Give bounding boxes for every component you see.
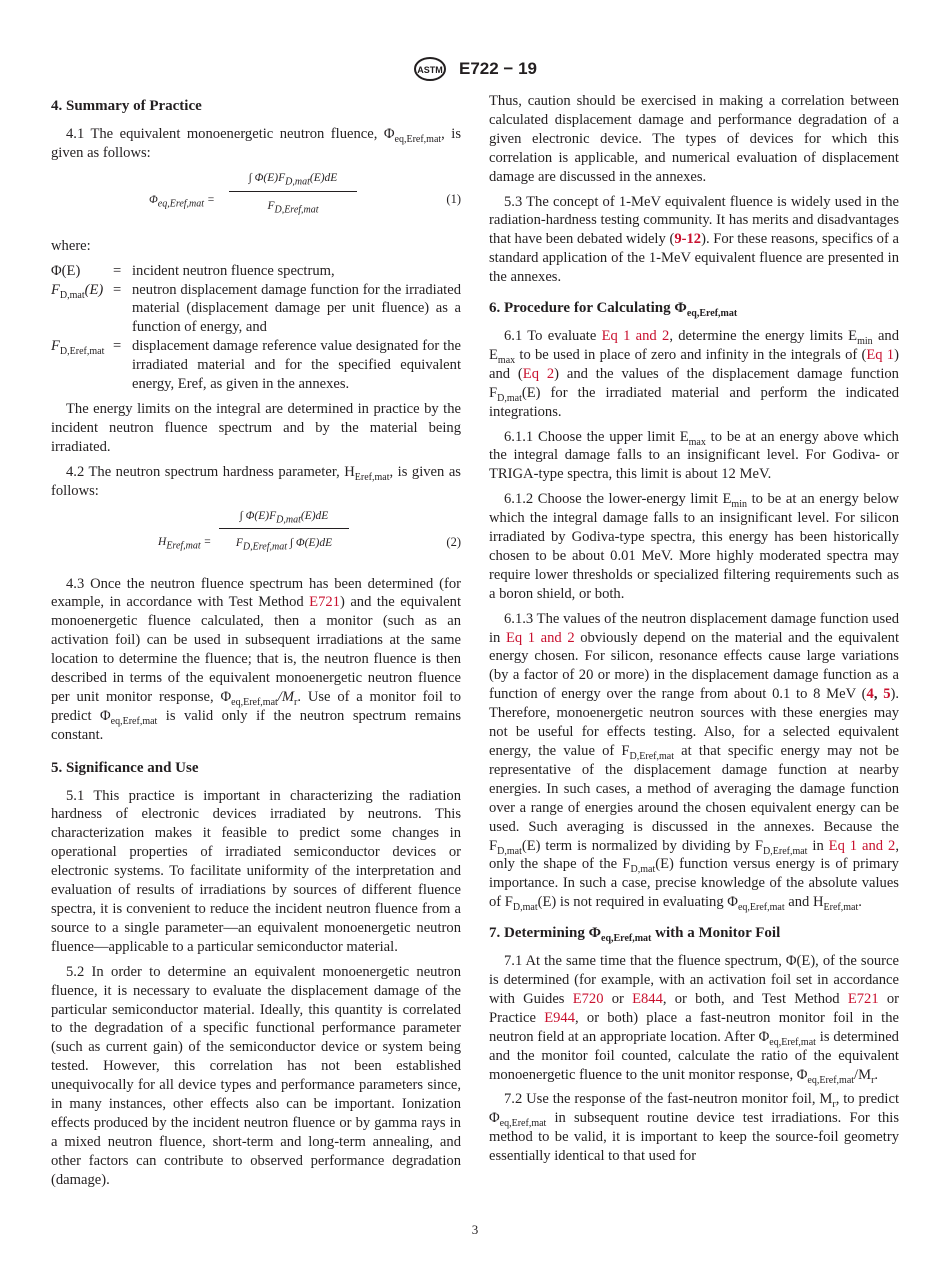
paragraph-5-2: 5.2 In order to determine an equivalent monoenergetic neutron fluence, it is necessary to evaluate the displacement damage of the particular semiconductor material. Ideally, this quantity is correlated to the degradation of a specific functional performance parameter (such as current gain) of the semiconductor device or system being tested. However, this correlation has not been established unequivocally for all device types and performance parameters since, in many instances, other effects also can be important. Ionization effects produced by the incident neutron fluence or by gamma rays in a mixed neutron fluence, short-term and long-term annealing, and other factors can contribute to observed performance degradation (damage). [51,963,461,1188]
paragraph-6-1: 6.1 To evaluate Eq 1 and 2, determine the energy limits $E_{min}$ and $E_{max}$ to be used in place of zero and infinity in the integrals of (Eq 1) and (Eq 2) and the values of the displacement damage function $F_{D,mat}(E)$ for the irradiated material and perform the indicated integrations. [489,327,900,420]
link-eq-1-and-2[interactable]: Eq 1 and 2 [828,837,896,854]
equation-number: (2) [446,534,461,549]
section-4-heading: 4. Summary of Practice [51,98,202,114]
section-6-heading: 6. Procedure for Calculating $\Phi_{eq,Eref,mat}$ [489,300,738,320]
right-column [489,92,899,1172]
left-column [51,92,461,1196]
page-header [0,56,950,86]
link-eq-1-and-2[interactable]: Eq 1 and 2 [601,327,670,344]
paragraph-4-1: 4.1 The equivalent monoenergetic neutron fluence, $\Phi_{eq,Eref,mat}$, is given as follows: [51,125,461,161]
paragraph-5-2-continued: Thus, caution should be exercised in making a correlation between calculated displacement damage and performance degradation of a given electronic device. The types of devices for which this correlation is applicable, and numerical evaluation of displacement damage are discussed in the annexes. [489,93,899,185]
equation-number: (1) [446,191,461,206]
reference-link[interactable]: 5 [883,686,891,703]
definition-item: $F_{D,mat}(E)$ = neutron displacement damage function for the irradiated material (displacement damage per unit fluence) as a function of energy, and [51,281,461,336]
definition-item: $F_{D,Eref,mat}$ = displacement damage reference value designated for the irradiated material and for the specified equivalent energy, Eref, as given in the annexes. [51,338,461,393]
link-e721[interactable]: E721 [309,594,340,611]
section-5-heading: 5. Significance and Use [51,759,199,776]
link-e720[interactable]: E720 [572,990,604,1007]
equation-2: $H_{Eref,mat}$ = ∫ $\Phi(E)F_{D,mat}(E)dE$ $F_{D,Eref,mat}$ ∫ Φ(E)dE (2) [51,507,461,565]
equation-1: $\Phi_{eq,Eref,mat}$ = ∫ $\Phi(E)F_{D,mat}(E)dE$ $F_{D,Eref,mat}$ (1) [51,169,461,227]
energy-limits-paragraph: The energy limits on the integral are determined in practice by the incident neutron fluence spectrum and by the material being irradiated. [51,400,461,455]
paragraph-7-1: 7.1 At the same time that the fluence spectrum, Φ(E), of the source is determined (for example, with an activation foil set in accordance with Guides E720 or E844, or both, and Test Method E721 or Practice E944, or both) place a fast-neutron monitor foil in the neutron field at an appropriate location. After $\Phi_{eq,Eref,mat}$ is determined and the monitor foil counted, calculate the ratio of the equivalent monoenergetic fluence to the unit monitor response, $\Phi_{eq,Eref,mat}/M_r$. [489,953,899,1086]
definitions-list [51,262,461,394]
document-id: E722 − 19 [459,59,537,78]
paragraph-6-1-3: 6.1.3 The values of the neutron displacement damage function used in Eq 1 and 2 obviously depend on the material and the equivalent energy chosen. For silicon, resonance effects cause large variations (by a factor of 20 or more) in the displacement damage function as a function of energy over the range from about 0.1 to 8 MeV (4, 5). Therefore, monoenergetic neutron sources with these energies may not be useful for effects testing. Also, for a selected equivalent energy, the value of $F_{D,Eref,mat}$ at that specific energy may not be representative of the displacement damage function at nearby energies. In such cases, a method of averaging the damage function over a range of energies around the chosen equivalent energy can be used. Such averaging is discussed in the annexes. Because the $F_{D,mat}(E)$ term is normalized by dividing by $F_{D,Eref,mat}$ in Eq 1 and 2, only the shape of the $F_{D,mat}(E)$ function versus energy is of primary importance. In such a case, precise knowledge of the absolute values of $F_{D,mat}(E)$ is not required in evaluating $\Phi_{eq,Eref,mat}$ and $H_{Eref,mat}$. [489,610,900,914]
svg-text:ASTM: ASTM [417,65,443,75]
paragraph-7-2: 7.2 Use the response of the fast-neutron monitor foil, $M_r$, to predict $\Phi_{eq,Eref,mat}$ in subsequent routine device test irradiations. For this method to be valid, it is important to keep the source-foil geometry essentially identical to that used for [489,1091,899,1165]
paragraph-4-2: 4.2 The neutron spectrum hardness parameter, $H_{Eref,mat}$, is given as follows: [51,463,461,499]
paragraph-6-1-1: 6.1.1 Choose the upper limit $E_{max}$ to be at an energy above which the integral damage falls to an insignificant level. For Godiva- or TRIGA-type spectra, this limit is about 12 MeV. [489,428,899,483]
section-7-heading: 7. Determining $\Phi_{eq,Eref,mat}$ with a Monitor Foil [489,925,781,945]
link-eq-2[interactable]: Eq 2 [522,365,555,382]
page-number: 3 [471,1222,479,1237]
definition-item: Φ(E) = incident neutron fluence spectrum, [51,262,335,279]
reference-link[interactable]: 4 [866,686,874,703]
link-e721[interactable]: E721 [847,990,879,1007]
link-e944[interactable]: E944 [544,1009,576,1026]
paragraph-5-1: 5.1 This practice is important in characterizing the radiation hardness of electronic devices irradiated by neutrons. This characterization makes it feasible to predict some changes in operational properties of irradiated semiconductor devices or electronic systems. To facilitate uniformity of the interpretation and evaluation of results of irradiations by sources of different fluence spectra, it is convenient to reduce the incident neutron fluence from a source to a single parameter—an equivalent monoenergetic neutron fluence—applicable to a particular semiconductor material. [51,787,461,955]
reference-link[interactable]: 9-12 [674,231,702,248]
link-eq-1-and-2[interactable]: Eq 1 and 2 [505,629,575,646]
astm-logo-icon [413,56,447,82]
where-label: where: [51,237,91,254]
link-eq-1[interactable]: Eq 1 [866,346,895,363]
paragraph-4-3: 4.3 Once the neutron fluence spectrum has been determined (for example, in accordance with Test Method E721) and the equivalent monoenergetic fluence calculated, then a monitor (such as an activation foil) can be used in subsequent irradiations at the same location to determine the fluence; that is, the neutron fluence is then described in terms of the equivalent monoenergetic neutron fluence per unit monitor response, $\Phi_{eq,Eref,mat}/M_r$. Use of a monitor foil to predict $\Phi_{eq,Eref,mat}$ is valid only if the neutron spectrum remains constant. [51,575,461,743]
paragraph-6-1-2: 6.1.2 Choose the lower-energy limit $E_{min}$ to be at an energy below which the integral damage falls to an insignificant level. For silicon irradiated by Godiva-type spectra, this energy has been historically chosen to be about 0.01 MeV. More highly moderated spectra may require lower thresholds or specialized filtering requirements such as a boron shield, or both. [489,491,899,602]
paragraph-5-3: 5.3 The concept of 1-MeV equivalent fluence is widely used in the radiation-hardness testing community. It has merits and disadvantages that have been debated widely (9-12). For these reasons, specifics of a standard application of the 1-MeV equivalent fluence are presented in the annexes. [489,193,899,286]
link-e844[interactable]: E844 [632,990,663,1007]
